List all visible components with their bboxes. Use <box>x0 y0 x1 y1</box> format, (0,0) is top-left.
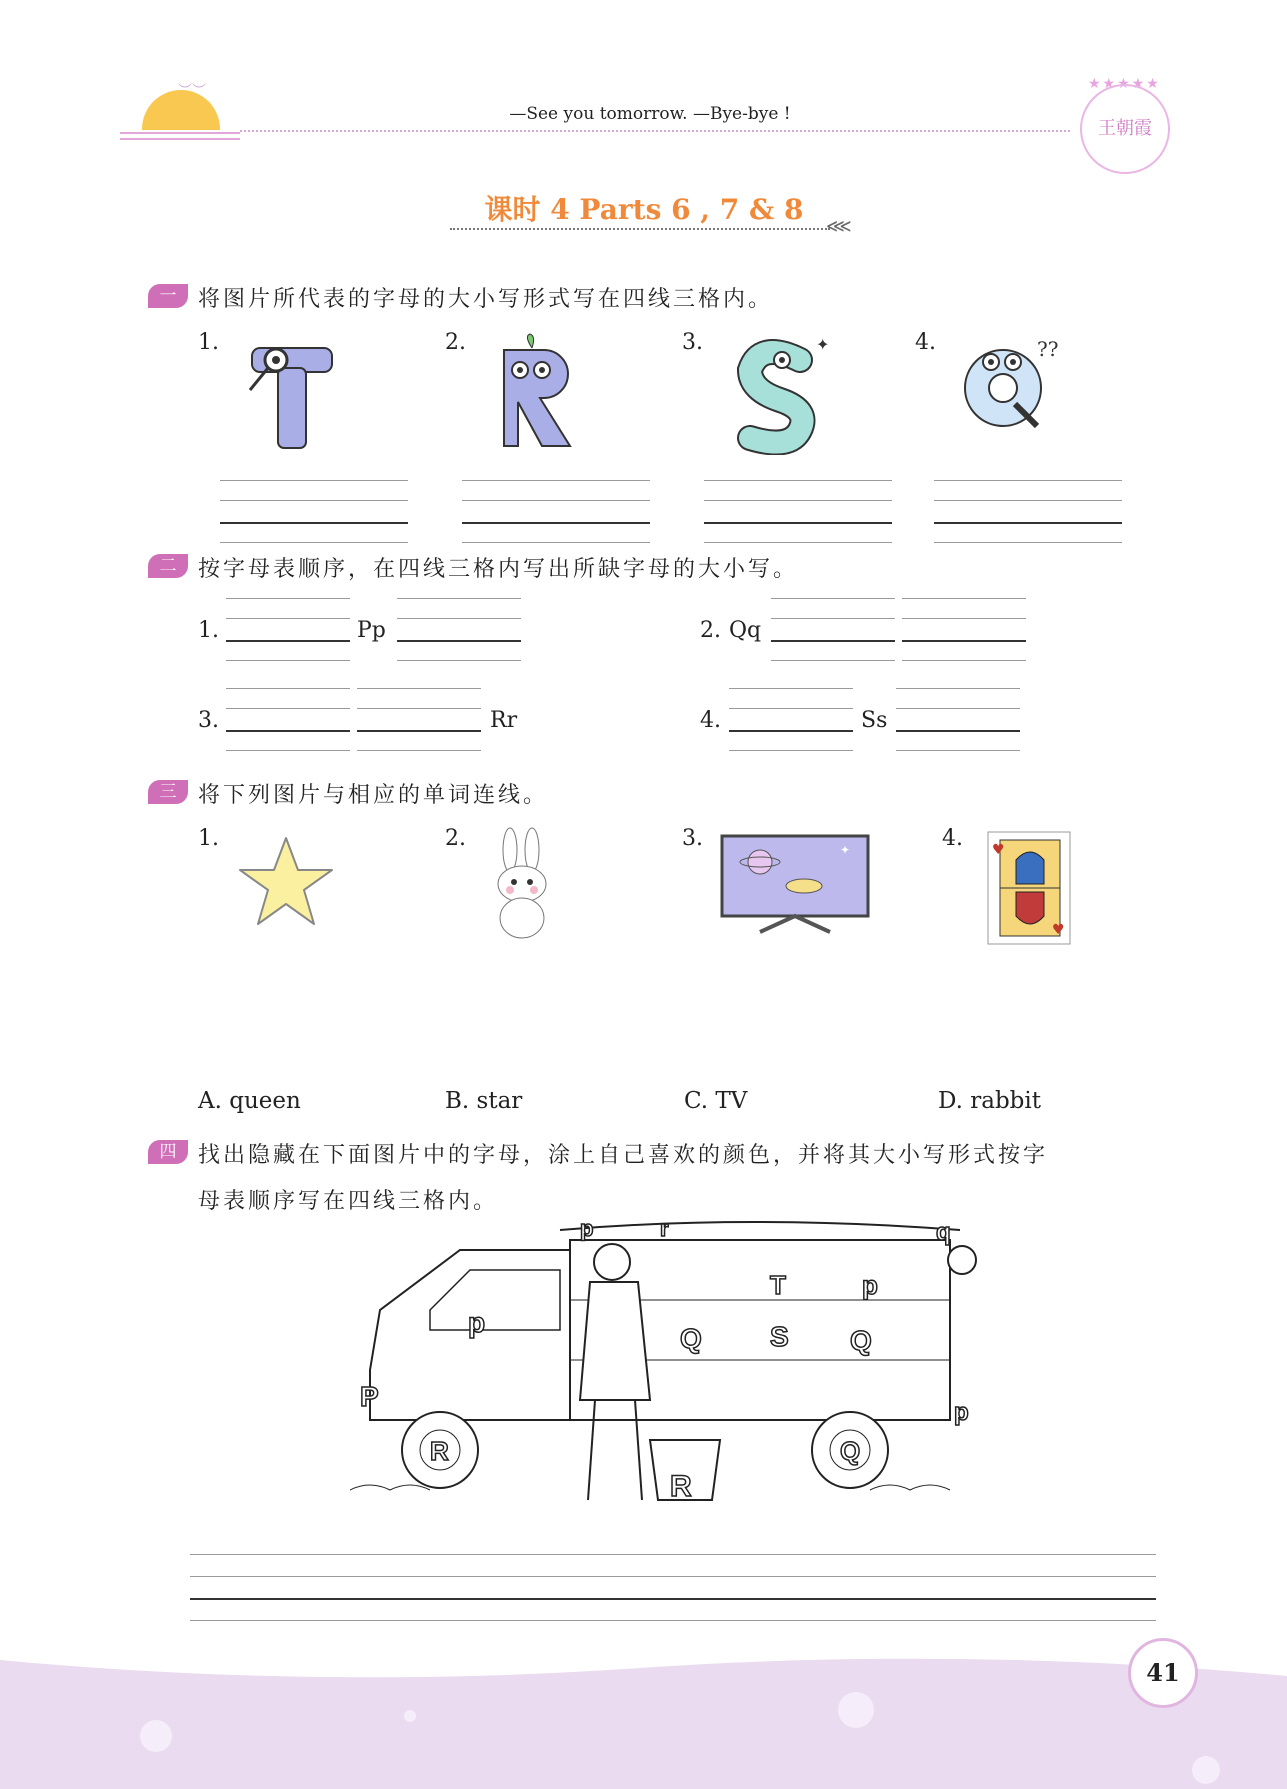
item-number: 4. <box>700 708 721 733</box>
hidden-letter: P <box>360 1381 379 1412</box>
choice-c[interactable]: C. TV <box>684 1088 748 1114</box>
svg-text:♥: ♥ <box>1052 922 1065 938</box>
hidden-letter: p <box>954 1399 969 1426</box>
writing-grid[interactable] <box>934 480 1122 544</box>
hidden-letter: T <box>770 1270 786 1300</box>
item-number: 1. <box>198 330 219 355</box>
item-number: 3. <box>682 826 703 851</box>
tv-picture[interactable] <box>720 834 870 938</box>
answer-writing-grid[interactable] <box>190 1554 1156 1622</box>
writing-grid[interactable] <box>220 480 408 544</box>
hidden-letter: R <box>430 1436 449 1466</box>
section-instruction-1: 将图片所代表的字母的大小写形式写在四线三格内。 <box>198 287 774 312</box>
item-number: 1. <box>198 618 219 643</box>
hidden-letter: p <box>468 1307 486 1338</box>
section-badge-1: 一 <box>148 284 188 308</box>
item-number: 1. <box>198 826 219 851</box>
section-badge-2: 二 <box>148 554 188 578</box>
hidden-letter: Q <box>850 1325 872 1356</box>
rabbit-picture[interactable] <box>480 826 570 942</box>
hidden-letter: r <box>660 1220 669 1241</box>
fish-icon: ⋘ <box>826 216 852 237</box>
hidden-letter: R <box>670 1470 692 1503</box>
item-number: 3. <box>682 330 703 355</box>
choice-b[interactable]: B. star <box>445 1088 523 1114</box>
given-letter: Pp <box>357 618 386 643</box>
svg-text:♥: ♥ <box>992 842 1005 858</box>
writing-slot[interactable] <box>357 688 481 752</box>
hidden-letter: Q <box>680 1323 702 1354</box>
writing-grid[interactable] <box>462 480 650 544</box>
hidden-letter: q <box>936 1220 951 1246</box>
title-rule <box>450 228 830 230</box>
page-number: 41 <box>1128 1638 1198 1708</box>
choice-a[interactable]: A. queen <box>198 1088 301 1114</box>
writing-slot[interactable] <box>771 598 895 662</box>
item-number: 4. <box>942 826 963 851</box>
writing-slot[interactable] <box>226 598 350 662</box>
writing-grid[interactable] <box>704 480 892 544</box>
letter-s-picture <box>730 330 840 455</box>
letter-q-picture <box>955 330 1065 440</box>
truck-illustration[interactable] <box>350 1220 990 1520</box>
item-number: 2. <box>445 330 466 355</box>
bird-icon: ︶︶ <box>178 83 206 99</box>
stars-icon: ★★★★★ <box>1088 76 1161 92</box>
given-letter: Qq <box>729 618 762 643</box>
section-instruction-4-line1: 找出隐藏在下面图片中的字母，涂上自己喜欢的颜色，并将其大小写形式按字 <box>198 1143 1049 1168</box>
hidden-letter: Q <box>840 1436 861 1466</box>
header-rule <box>240 130 1070 132</box>
svg-text:??: ?? <box>1037 337 1059 361</box>
writing-slot[interactable] <box>226 688 350 752</box>
given-letter: Rr <box>490 708 518 733</box>
hidden-letter: p <box>862 1270 878 1300</box>
section-instruction-3: 将下列图片与相应的单词连线。 <box>198 783 549 808</box>
section-instruction-4-line2: 母表顺序写在四线三格内。 <box>198 1189 499 1214</box>
letter-s-text: S <box>785 410 786 411</box>
sun-reflection <box>120 132 240 146</box>
svg-text:✦: ✦ <box>816 335 830 354</box>
section-badge-4: 四 <box>148 1140 188 1164</box>
hidden-letter: S <box>770 1321 789 1352</box>
svg-text:✦: ✦ <box>840 843 851 857</box>
writing-slot[interactable] <box>729 688 853 752</box>
item-number: 2. <box>445 826 466 851</box>
brand-seal: 王朝霞 <box>1080 84 1170 174</box>
star-picture[interactable] <box>236 834 336 930</box>
item-number: 4. <box>915 330 936 355</box>
item-number: 2. <box>700 618 721 643</box>
page-title: 课时 4 Parts 6 , 7 & 8 <box>484 193 804 226</box>
section-badge-3: 三 <box>148 780 188 804</box>
letter-t-picture <box>240 330 340 455</box>
item-number: 3. <box>198 708 219 733</box>
queen-card-picture[interactable] <box>986 830 1072 946</box>
writing-slot[interactable] <box>902 598 1026 662</box>
writing-slot[interactable] <box>896 688 1020 752</box>
letter-r-picture <box>492 330 582 455</box>
given-letter: Ss <box>861 708 888 733</box>
writing-slot[interactable] <box>397 598 521 662</box>
choice-d[interactable]: D. rabbit <box>938 1088 1041 1114</box>
header-text: —See you tomorrow. —Bye-bye ! <box>509 104 791 124</box>
section-instruction-2: 按字母表顺序，在四线三格内写出所缺字母的大小写。 <box>198 557 799 582</box>
footer-wave <box>0 1650 1287 1789</box>
hidden-letter: p <box>580 1220 594 1241</box>
